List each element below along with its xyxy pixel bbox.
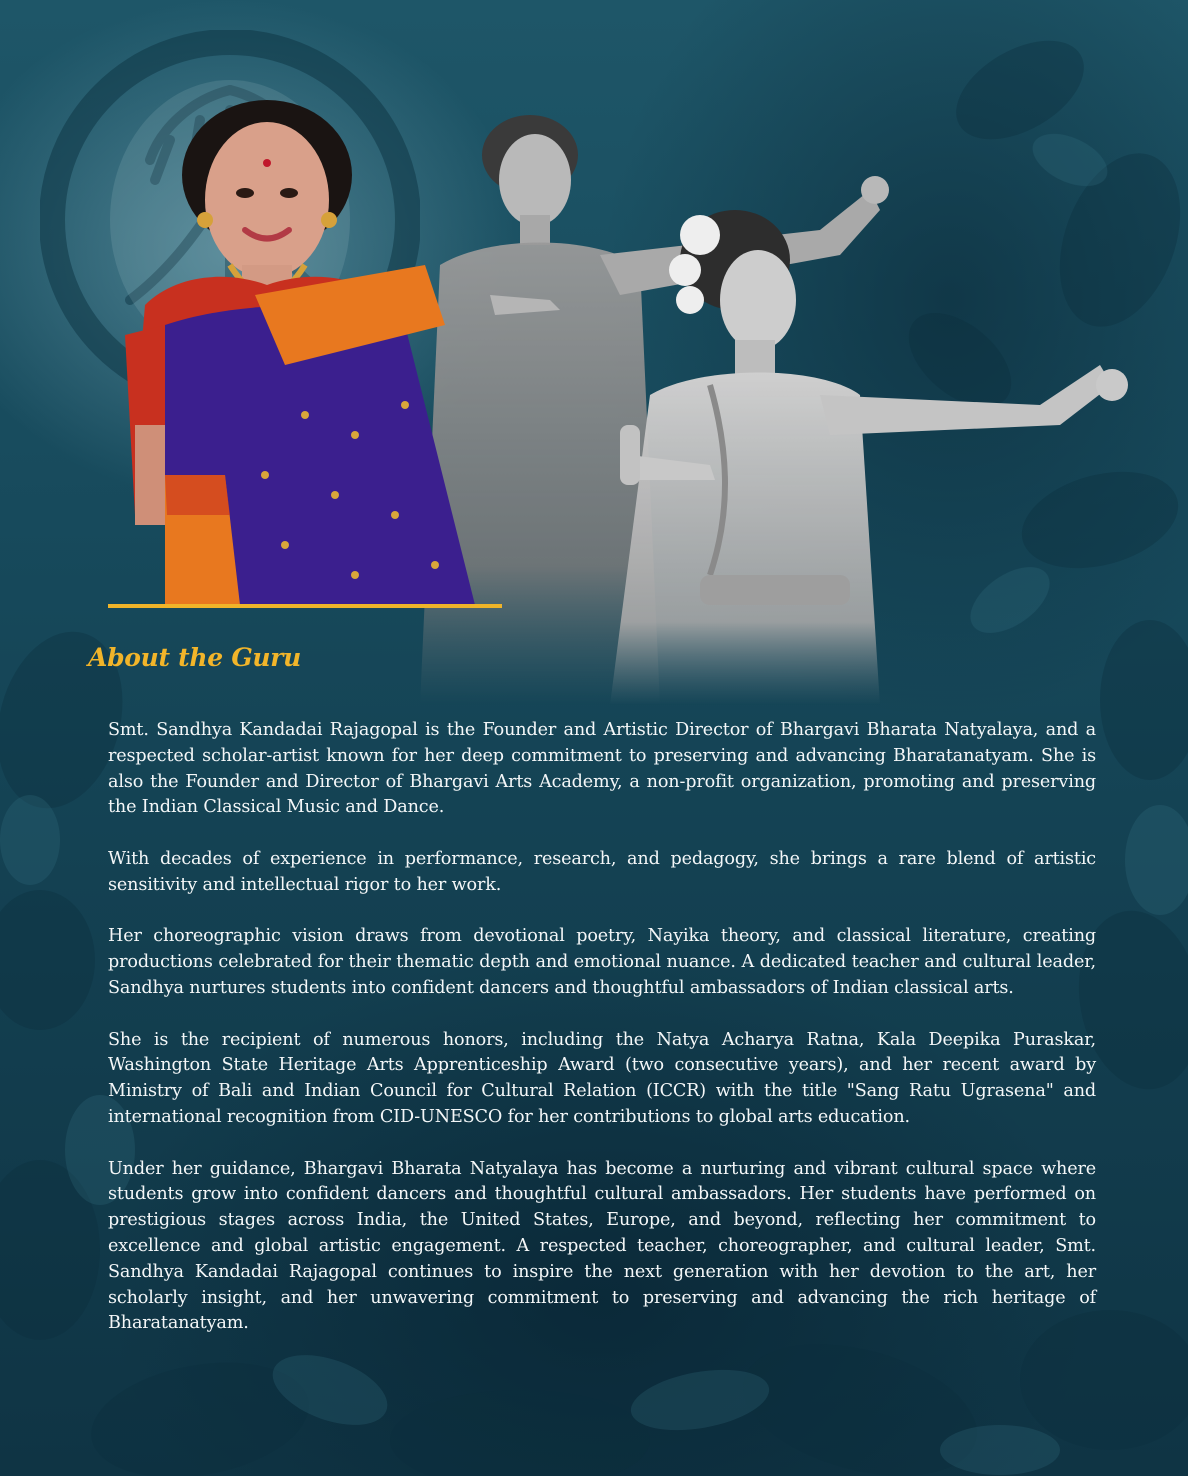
front-dancer-figure xyxy=(610,210,1128,705)
bio-paragraph: Her choreographic vision draws from devotional poetry, Nayika theory, and classical literature, creating productions celebrated for their thematic depth and emotional nuance. A dedicated teacher and cultural leader, Sandhya nurtures students into confident dancers and thoughtful ambassadors of Indian classical arts. xyxy=(108,926,1096,998)
bio-paragraph: She is the recipient of numerous honors, including the Natya Acharya Ratna, Kala Deepika Puraskar, Washington State Heritage Arts Apprenticeship Award (two consecutive years), and her recent award by Ministry of Bali and Indian Council for Cultural Relation (ICCR) with the title "Sang Ratu Ugrasena" and international recognition from CID-UNESCO for her contributions to global arts education. xyxy=(108,1029,1096,1127)
bio-paragraph: Smt. Sandhya Kandadai Rajagopal is the Founder and Artistic Director of Bhargavi Bharata Natyalaya, and a respected scholar-artist known for her deep commitment to preserving and advancing Bharatanatyam. She is also the Founder and Director of Bhargavi Arts Academy, a non-profit organization, promoting and preserving the Indian Classical Music and Dance. xyxy=(108,720,1096,818)
gold-divider-line xyxy=(108,604,502,608)
bio-paragraph: With decades of experience in performance, research, and pedagogy, she brings a rare blend of artistic sensitivity and intellectual rigor to her work. xyxy=(108,848,1096,895)
dancers-photo xyxy=(400,95,1160,705)
bio-text-block xyxy=(108,718,1096,1363)
bio-paragraph: Under her guidance, Bhargavi Bharata Natyalaya has become a nurturing and vibrant cultural space where students grow into confident dancers and thoughtful cultural ambassadors. Her students have performed on prestigious stages across India, the United States, Europe, and beyond, reflecting her commitment to excellence and global artistic engagement. A respected teacher, choreographer, and cultural leader, Smt. Sandhya Kandadai Rajagopal continues to inspire the next generation with her devotion to the art, her scholarly insight, and her unwavering commitment to preserving and advancing the rich heritage of Bharatanatyam. xyxy=(108,1158,1096,1334)
guru-portrait-photo xyxy=(105,95,480,605)
section-title: About the Guru xyxy=(88,643,301,672)
